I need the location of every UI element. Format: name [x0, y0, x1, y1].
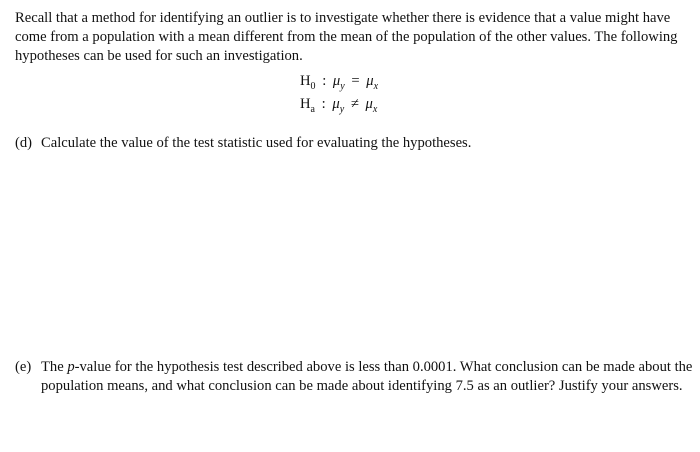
alt-hypothesis-rhs-subscript: x — [372, 103, 378, 115]
null-hypothesis-symbol: H — [300, 73, 311, 89]
alt-hypothesis-lhs-subscript: y — [339, 103, 345, 115]
part-d-question — [15, 134, 693, 153]
alt-hypothesis-rhs: μ — [365, 96, 373, 112]
part-e-label: (e) — [15, 359, 32, 375]
null-hypothesis-operator: = — [351, 73, 360, 89]
null-hypothesis-colon: : — [322, 73, 327, 89]
null-hypothesis-lhs: μ — [332, 73, 341, 89]
null-hypothesis-rhs-subscript: x — [373, 80, 379, 92]
null-hypothesis-lhs-subscript: y — [340, 80, 345, 92]
alt-hypothesis-subscript: a — [310, 103, 315, 115]
null-hypothesis-rhs: μ — [366, 73, 374, 89]
part-e-text-after: -value for the hypothesis test described above is less than 0.0001. What conclusion can be made about the population means, and what conclusion can be made about identifying 7.5 as an outlier? Justify your answers. — [41, 359, 693, 394]
alt-hypothesis-colon: : — [321, 96, 326, 112]
intro-paragraph: Recall that a method for identifying an outlier is to investigate whether there is evidence that a value might have come from a population with a mean different from the mean of the population of the other values. The following hypotheses can be used for such an investigation. — [15, 10, 678, 64]
part-e-p-italic: p — [67, 359, 75, 375]
alternative-hypothesis — [300, 95, 377, 114]
part-e-text-before: The — [41, 359, 68, 375]
part-d-text: Calculate the value of the test statistic used for evaluating the hypotheses. — [41, 135, 472, 151]
part-d-label: (d) — [15, 135, 33, 151]
alt-hypothesis-operator: ≠ — [350, 96, 359, 112]
part-e-text — [41, 358, 693, 396]
alt-hypothesis-symbol: H — [300, 96, 311, 112]
null-hypothesis-subscript: 0 — [310, 80, 316, 92]
alt-hypothesis-lhs: μ — [332, 96, 340, 112]
part-e-question — [15, 358, 693, 396]
null-hypothesis — [300, 72, 378, 91]
